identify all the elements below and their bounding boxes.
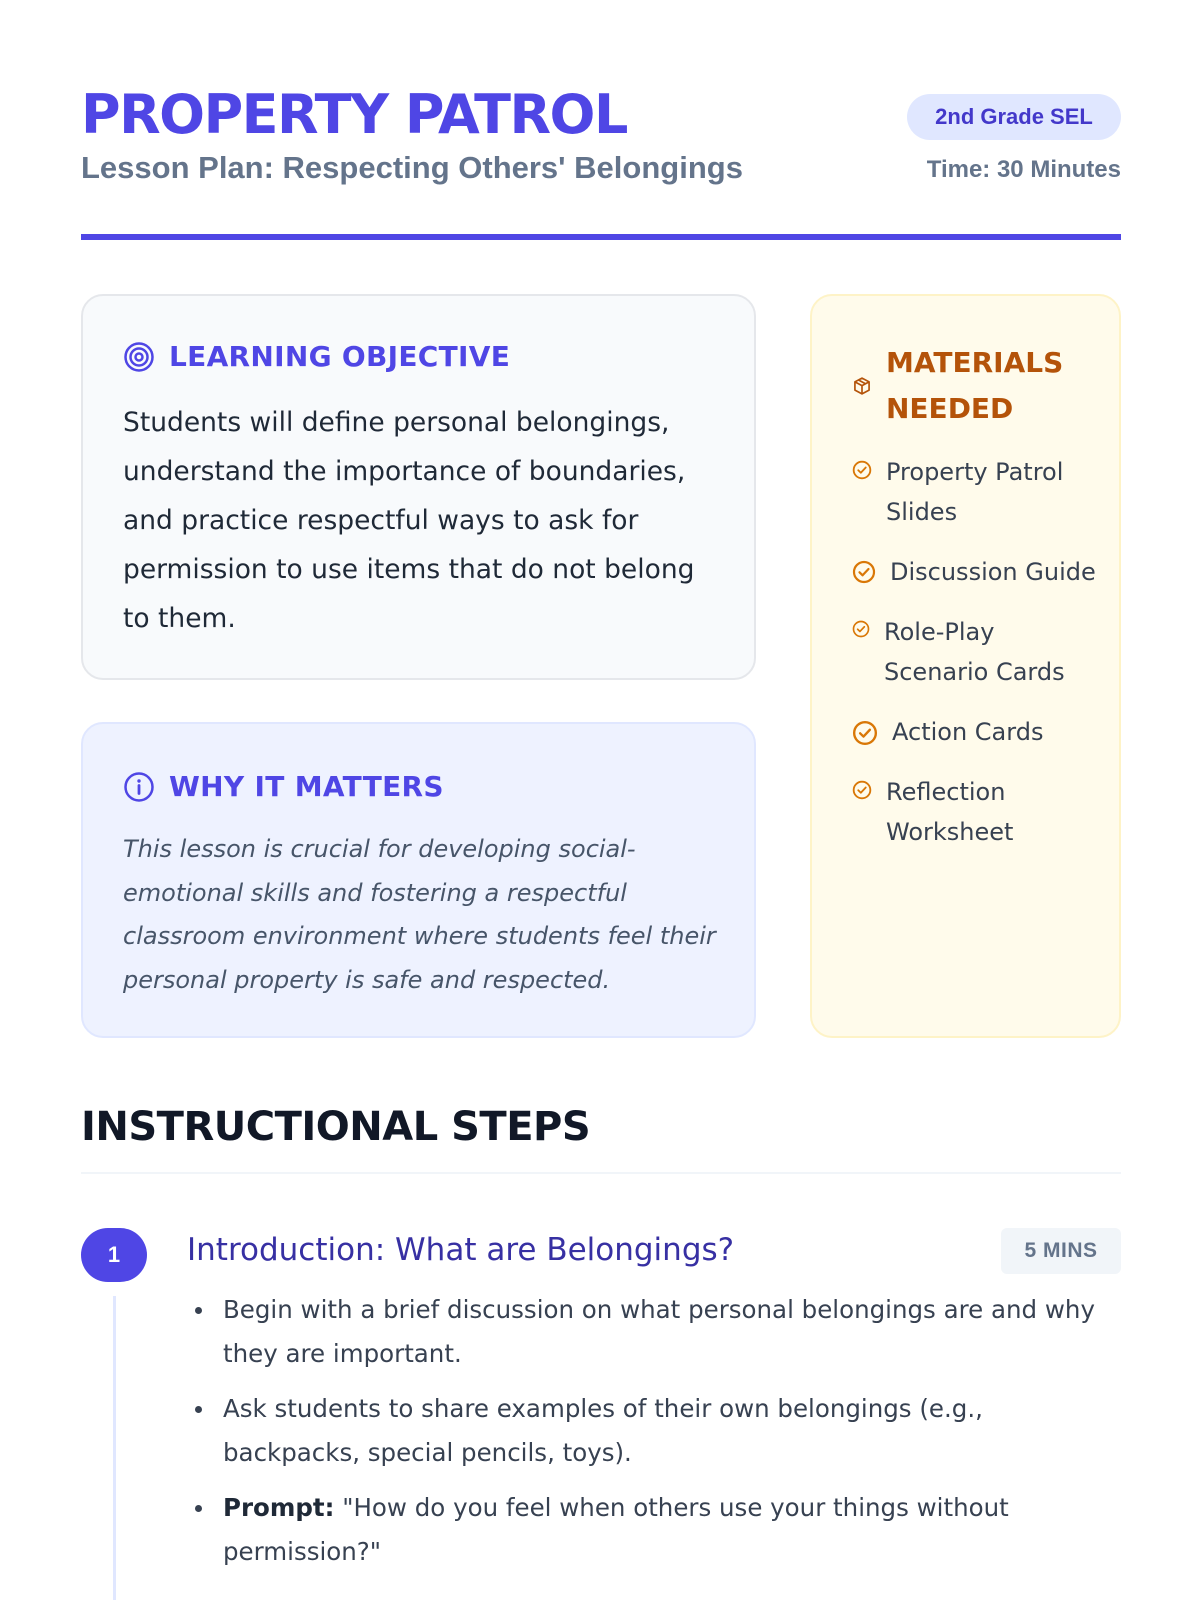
info-icon [123,771,155,803]
material-label: Action Cards [892,718,1044,746]
learning-objective-heading [123,340,510,373]
check-circle-icon [852,560,876,584]
materials-heading [852,340,1096,432]
why-it-matters-label: WHY IT MATTERS [169,770,444,803]
material-item [852,772,1102,852]
grade-badge: 2nd Grade SEL [907,94,1121,140]
material-item [852,552,1102,592]
materials-card [810,294,1121,1038]
materials-list [852,452,1102,872]
package-icon [852,376,872,396]
learning-objective-card [81,294,756,680]
step-timeline-line [113,1296,116,1600]
material-item [852,612,1102,692]
steps-divider [81,1172,1121,1174]
step-number-badge: 1 [81,1228,147,1282]
bullet-text: Begin with a brief discussion on what personal belongings are and why they are important. [223,1295,1095,1368]
page-title: PROPERTY PATROL [81,83,627,146]
bullet-lead: Prompt: [223,1493,335,1522]
time-label: Time: 30 Minutes [926,156,1121,183]
learning-objective-label: LEARNING OBJECTIVE [169,340,511,373]
step-bullet [187,1486,1107,1573]
why-it-matters-heading [123,770,444,803]
check-circle-icon [852,780,872,800]
check-circle-icon [852,460,872,480]
step-title: Introduction: What are Belongings? [187,1232,735,1268]
why-it-matters-card [81,722,756,1038]
step-bullet [187,1387,1107,1474]
lesson-plan-page [81,0,1121,1600]
bullet-text: "How do you feel when others use your things without permission?" [223,1493,1009,1566]
material-label: Discussion Guide [890,558,1096,586]
materials-label: MATERIALS NEEDED [886,346,1064,425]
step-duration-badge: 5 MINS [1001,1228,1121,1274]
target-icon [123,341,155,373]
material-label: Role-Play Scenario Cards [884,618,1065,686]
page-header [81,84,1121,244]
instructional-steps-heading: INSTRUCTIONAL STEPS [81,1104,591,1150]
header-divider [81,234,1121,240]
learning-objective-text: Students will define personal belongings, understand the importance of boundaries, and practice respectful ways to ask for permission to use items that do not belong to them. [123,407,695,634]
material-item [852,452,1102,532]
step-bullet [187,1288,1107,1375]
material-label: Reflection Worksheet [886,778,1014,846]
why-it-matters-text: This lesson is crucial for developing social-emotional skills and fostering a respectful classroom environment where students feel their personal property is safe and respected. [123,835,716,994]
check-circle-icon [852,720,878,746]
check-circle-icon [852,620,870,638]
material-item [852,712,1102,752]
bullet-text: Ask students to share examples of their own belongings (e.g., backpacks, special pencils, toys). [223,1394,983,1467]
step-bullet-list [187,1288,1107,1585]
material-label: Property Patrol Slides [886,458,1064,526]
page-subtitle: Lesson Plan: Respecting Others' Belongings [81,150,743,185]
